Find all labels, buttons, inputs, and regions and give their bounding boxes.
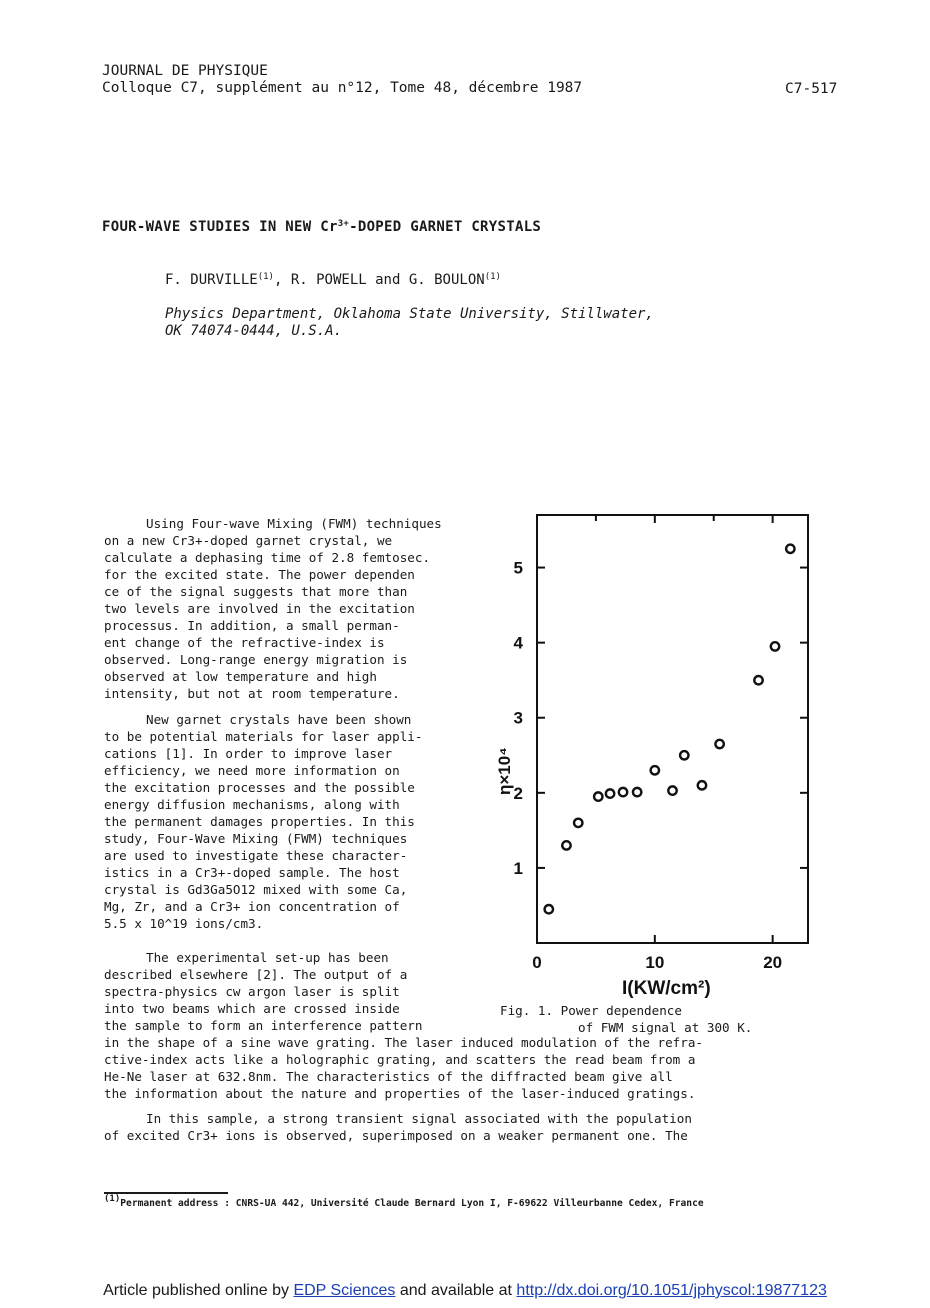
text-line: observed at low temperature and high bbox=[104, 669, 377, 684]
y-tick-labels bbox=[514, 559, 524, 878]
x-tick-label: 20 bbox=[763, 953, 783, 972]
publication-middle: and available at bbox=[395, 1282, 517, 1299]
text-line: the excitation processes and the possible bbox=[104, 780, 415, 795]
footnote-mark: (1) bbox=[104, 1194, 121, 1204]
data-point bbox=[651, 766, 659, 774]
affiliation-line-1: Physics Department, Oklahoma State University, Stillwater, bbox=[165, 306, 654, 322]
text-line: observed. Long-range energy migration is bbox=[104, 652, 408, 667]
setup-paragraph bbox=[104, 949, 422, 1034]
text-line: described elsewhere [2]. The output of a bbox=[104, 967, 408, 982]
data-point bbox=[771, 642, 779, 650]
text-line: study, Four-Wave Mixing (FWM) techniques bbox=[104, 831, 408, 846]
text-line: New garnet crystals have been shown bbox=[146, 712, 412, 727]
data-point bbox=[668, 786, 676, 794]
text-line: efficiency, we need more information on bbox=[104, 763, 400, 778]
y-tick-label: 4 bbox=[513, 633, 523, 653]
doi-link[interactable]: http://dx.doi.org/10.1051/jphyscol:19877123 bbox=[516, 1282, 827, 1299]
figure-caption-line-1: Fig. 1. Power dependence bbox=[500, 1003, 682, 1018]
title-post: -DOPED GARNET CRYSTALS bbox=[349, 219, 542, 235]
data-point bbox=[633, 788, 641, 796]
text-line: two levels are involved in the excitation bbox=[104, 601, 415, 616]
text-line: energy diffusion mechanisms, along with bbox=[104, 797, 400, 812]
results-paragraph bbox=[104, 1110, 692, 1144]
text-line: The experimental set-up has been bbox=[146, 950, 389, 965]
author-2-mark: (1) bbox=[484, 272, 501, 282]
author-2: , R. POWELL and G. BOULON bbox=[273, 272, 485, 288]
y-tick-label: 2 bbox=[513, 783, 523, 803]
text-line: crystal is Gd3Ga5O12 mixed with some Ca, bbox=[104, 882, 408, 897]
abstract-paragraph bbox=[104, 515, 442, 702]
x-tick-label: 10 bbox=[645, 953, 665, 972]
text-line: are used to investigate these character- bbox=[104, 848, 408, 863]
text-line: into two beams which are crossed inside bbox=[104, 1001, 400, 1016]
author-1-mark: (1) bbox=[257, 272, 274, 282]
text-line: of excited Cr3+ ions is observed, superimposed on a weaker permanent one. The bbox=[104, 1128, 688, 1143]
data-point bbox=[698, 781, 706, 789]
y-tick-label: 1 bbox=[513, 858, 523, 878]
text-line: Mg, Zr, and a Cr3+ ion concentration of bbox=[104, 899, 400, 914]
data-point bbox=[715, 740, 723, 748]
text-line: on a new Cr3+-doped garnet crystal, we bbox=[104, 533, 393, 548]
title-sup: 3+ bbox=[337, 219, 350, 229]
data-points bbox=[545, 545, 795, 914]
data-point bbox=[606, 789, 614, 797]
plot-frame bbox=[537, 515, 808, 943]
text-line: the sample to form an interference pattern bbox=[104, 1018, 423, 1033]
publication-bar bbox=[0, 1282, 930, 1300]
data-point bbox=[680, 751, 688, 759]
affiliation-line-2: OK 74074-0444, U.S.A. bbox=[165, 323, 343, 339]
figure-1-chart bbox=[470, 495, 820, 1005]
text-line: the information about the nature and properties of the laser-induced gratings. bbox=[104, 1086, 696, 1101]
journal-name: JOURNAL DE PHYSIQUE bbox=[102, 63, 268, 79]
x-tick-labels bbox=[532, 953, 782, 972]
intro-paragraph bbox=[104, 711, 422, 932]
footnote-text: Permanent address : CNRS-UA 442, Université Claude Bernard Lyon I, F-69622 Villeurbanne Cedex, France bbox=[120, 1198, 704, 1209]
text-line: processus. In addition, a small perman- bbox=[104, 618, 400, 633]
text-line: in the shape of a sine wave grating. The laser induced modulation of the refra- bbox=[104, 1035, 703, 1050]
x-tick-label: 0 bbox=[532, 953, 542, 972]
title-pre: FOUR-WAVE STUDIES IN NEW Cr bbox=[102, 219, 338, 235]
data-point bbox=[594, 792, 602, 800]
x-axis-label: I(KW/cm²) bbox=[622, 978, 711, 999]
data-point bbox=[562, 841, 570, 849]
text-line: cations [1]. In order to improve laser bbox=[104, 746, 393, 761]
edp-sciences-link[interactable]: EDP Sciences bbox=[293, 1282, 396, 1299]
authors bbox=[165, 272, 501, 288]
footnote-rule bbox=[104, 1192, 228, 1194]
text-line: istics in a Cr3+-doped sample. The host bbox=[104, 865, 400, 880]
text-line: to be potential materials for laser appli- bbox=[104, 729, 423, 744]
y-tick-label: 5 bbox=[513, 558, 523, 578]
text-line: for the excited state. The power dependen bbox=[104, 567, 415, 582]
text-line: 5.5 x 10^19 ions/cm3. bbox=[104, 916, 264, 931]
text-line: calculate a dephasing time of 2.8 femtosec. bbox=[104, 550, 431, 565]
text-line: spectra-physics cw argon laser is split bbox=[104, 984, 400, 999]
text-line: intensity, but not at room temperature. bbox=[104, 686, 400, 701]
text-line: ce of the signal suggests that more than bbox=[104, 584, 408, 599]
author-1: F. DURVILLE bbox=[165, 272, 258, 288]
y-tick-label: 3 bbox=[513, 708, 523, 728]
setup-continuation bbox=[104, 1034, 703, 1102]
page-number: C7-517 bbox=[785, 81, 838, 97]
data-point bbox=[574, 819, 582, 827]
footnote bbox=[104, 1194, 704, 1209]
text-line: In this sample, a strong transient signal associated with the population bbox=[146, 1111, 692, 1126]
paper-title bbox=[102, 219, 541, 235]
text-line: ent change of the refractive-index is bbox=[104, 635, 385, 650]
data-point bbox=[545, 905, 553, 913]
data-point bbox=[786, 545, 794, 553]
colloque-line: Colloque C7, supplément au n°12, Tome 48, décembre 1987 bbox=[102, 80, 583, 96]
text-line: He-Ne laser at 632.8nm. The characteristics of the diffracted beam give all bbox=[104, 1069, 673, 1084]
y-axis-label: η×10⁴ bbox=[495, 747, 514, 795]
text-line: the permanent damages properties. In this bbox=[104, 814, 415, 829]
text-line: ctive-index acts like a holographic grating, and scatters the read beam from a bbox=[104, 1052, 696, 1067]
data-point bbox=[619, 788, 627, 796]
text-line: Using Four-wave Mixing (FWM) techniques bbox=[146, 516, 442, 531]
data-point bbox=[754, 676, 762, 684]
axis-ticks bbox=[537, 515, 808, 943]
figure-caption-line-2: of FWM signal at 300 K. bbox=[578, 1020, 753, 1035]
publication-prefix: Article published online by bbox=[103, 1282, 294, 1299]
